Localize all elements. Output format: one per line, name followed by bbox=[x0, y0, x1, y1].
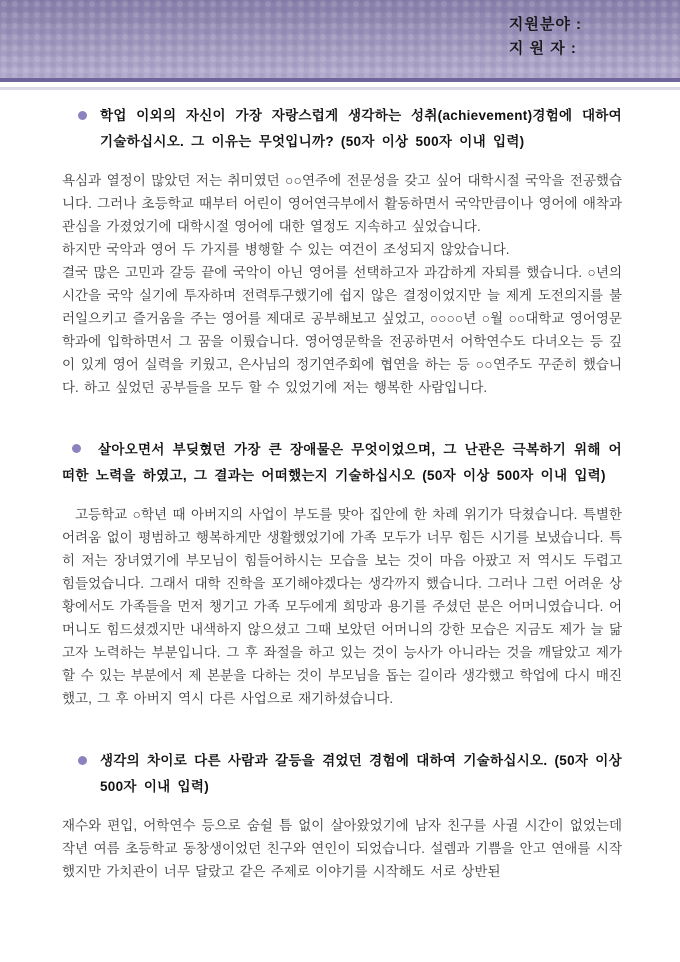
bullet-icon bbox=[78, 111, 87, 120]
question-heading bbox=[62, 437, 622, 489]
question-section-obstacle bbox=[62, 437, 622, 710]
answer-paragraph: 하지만 국악과 영어 두 가지를 병행할 수 있는 여건이 조성되지 않았습니다. bbox=[62, 242, 510, 257]
answer-block bbox=[62, 814, 622, 883]
answer-paragraph: 재수와 편입, 어학연수 등으로 숨쉴 틈 없이 살아왔었기에 남자 친구를 사귈 시간이 없었는데 작년 여름 초등학교 동창생이었던 친구와 연인이 되었습니다. 설렘과 기쁨을 안고 연애를 시작했지만 가치관이 너무 달랐고 같은 주제로 이야기를 시작해도 서로 상반된 bbox=[62, 818, 622, 879]
document-body bbox=[0, 90, 680, 883]
answer-paragraph: 고등학교 ○학년 때 아버지의 사업이 부도를 맞아 집안에 한 차례 위기가 닥쳤습니다. 특별한 어려움 없이 평범하고 행복하게만 생활했었기에 가족 모두가 너무 힘든 시기를 보냈습니다. 특히 저는 장녀였기에 부모님이 힘들어하시는 모습을 보는 것이 마음 아팠고 저 역시도 두렵고 힘들었습니다. 그래서 대학 진학을 포기해야겠다는 생각까지 했습니다. 그러나 그런 어려운 상황에서도 가족들을 먼저 챙기고 가족 모두에게 희망과 용기를 주셨던 분은 어머니였습니다. 어머니도 힘드셨겠지만 내색하지 않으셨고 그때 보았던 어머니의 강한 모습은 지금도 제가 늘 닮고자 노력하는 부분입니다. 그 후 좌절을 하고 있는 것이 능사가 아니라는 것을 깨달았고 제가 할 수 있는 부분에서 제 본분을 다하는 것이 부모님을 돕는 길이라 생각했고 학업에 다시 매진했고, 그 후 아버지 역시 다른 사업으로 재기하셨습니다. bbox=[62, 507, 622, 706]
answer-paragraph: 욕심과 열정이 많았던 저는 취미였던 ○○연주에 전문성을 갖고 싶어 대학시절 국악을 전공했습니다. 그러나 초등학교 때부터 어린이 영어연극부에서 활동하면서 국악만큼이나 영어에 애착과 관심을 가졌었기에 대학시절 영어에 대한 열정도 지속하고 싶었습니다. bbox=[62, 173, 622, 234]
question-heading bbox=[62, 103, 622, 155]
bullet-icon bbox=[78, 756, 87, 765]
applicant-info-block bbox=[509, 13, 582, 61]
question-text: 살아오면서 부딪혔던 가장 큰 장애물은 무엇이었으며, 그 난관은 극복하기 위해 어떠한 노력을 하였고, 그 결과는 어떠했는지 기술하십시오 (50자 이상 500자 이내 입력) bbox=[62, 442, 622, 483]
banner-header bbox=[0, 0, 680, 82]
answer-block bbox=[62, 169, 622, 399]
question-section-achievement bbox=[62, 103, 622, 399]
answer-paragraph: 결국 많은 고민과 갈등 끝에 국악이 아닌 영어를 선택하고자 과감하게 자퇴를 했습니다. ○년의 시간을 국악 실기에 투자하며 전력투구했기에 쉽지 않은 결정이었지만 늘 제게 도전의지를 불러일으키고 즐거움을 주는 영어를 제대로 공부해보고 싶었고, ○○○○년 ○월 ○○대학교 영어영문학과에 입학하면서 그 꿈을 이뤘습니다. 영어영문학을 전공하면서 어학연수도 다녀오는 등 깊이 있게 영어 실력을 키웠고, 은사님의 정기연주회에 협연을 하는 등 ○○연주도 꾸준히 했습니다. 하고 싶었던 공부들을 모두 할 수 있었기에 저는 행복한 사람입니다. bbox=[62, 265, 622, 395]
question-section-conflict bbox=[62, 748, 622, 883]
bullet-icon bbox=[72, 444, 81, 453]
question-heading bbox=[62, 748, 622, 800]
applicant-name-label: 지 원 자 : bbox=[508, 40, 577, 57]
answer-block bbox=[62, 503, 622, 710]
question-text: 학업 이외의 자신이 가장 자랑스럽게 생각하는 성취(achievement)경험에 대하여 기술하십시오. 그 이유는 무엇입니까? (50자 이상 500자 이내 입력) bbox=[100, 108, 622, 149]
question-text: 생각의 차이로 다른 사람과 갈등을 겪었던 경험에 대하여 기술하십시오. (50자 이상 500자 이내 입력) bbox=[100, 753, 622, 794]
application-field-label: 지원분야 : bbox=[508, 16, 582, 33]
